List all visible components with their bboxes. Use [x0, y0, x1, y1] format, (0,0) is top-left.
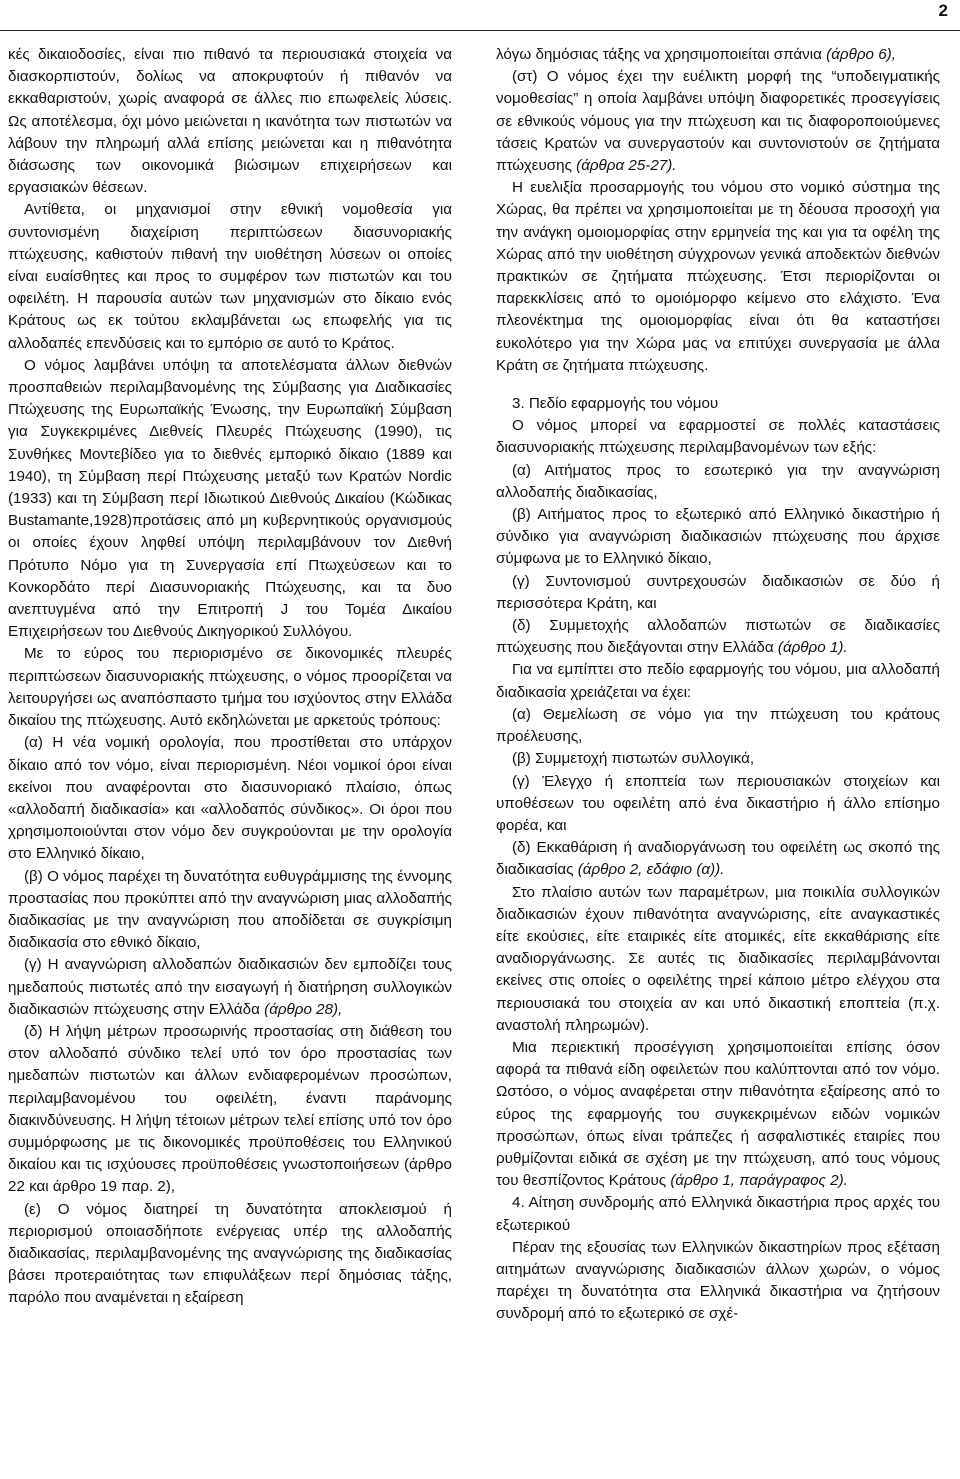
- list-item-text: (στ) Ο νόμος έχει την ευέλικτη μορφή της “υποδειγματικής νομοθεσίας” η οποία λαμβάνει υπόψη διαφορετικές προσεγγίσεις σε εθνικούς νόμους για την πτώχευση και τις διαφοροποιούμενες τάσεις Κρατών να συνεργαστούν και συντονιστούν σε ζητήματα πτώχευσης: [496, 68, 940, 175]
- list-item: (β) Αιτήματος προς το εξωτερικό από Ελληνικό δικαστήριο ή σύνδικο για αναγνώριση διαδικασιών πτώχευσης που άρχισε σύμφωνα με το Ελληνικό δίκαιο,: [496, 506, 940, 568]
- section-spacer: [496, 377, 940, 393]
- paragraph: Με το εύρος του περιορισμένο σε δικονομικές πλευρές περιπτώσεων διασυνοριακής πτώχευσης, ο νόμος προορίζεται να λειτουργήσει ως αναπόσπαστο τμήμα του ισχύοντος στην Ελλάδα δικαίου της πτώχευσης. Αυτό εκδηλώνεται με αρκετούς τρόπους:: [8, 645, 452, 730]
- list-item: (β) Συμμετοχή πιστωτών συλλογικά,: [512, 750, 755, 768]
- header-rule: [0, 30, 960, 31]
- paragraph: Στο πλαίσιο αυτών των παραμέτρων, μια ποικιλία συλλογικών διαδικασιών έχουν πιθανότητα αναγνώρισης, είτε αναγκαστικές είτε εκούσιες, είτε εταιρικές είτε ατομικές, είτε εκκαθάρισης είτε αναδιοργάνωσης. Σε αυτές τις διαδικασίες περιλαμβάνονται εκείνες στις οποίες ο οφειλέτης τηρεί κάποιο μέτρο ελέγχου στα περιουσιακά του στοιχεία αν και υπό δικαστική εποπτεία (π.χ. αναστολή πληρωμών).: [496, 883, 940, 1034]
- list-item-text: (δ) Συμμετοχής αλλοδαπών πιστωτών σε διαδικασίες πτώχευσης που διεξάγονται στην Ελλάδα: [496, 617, 940, 657]
- list-item: (ε) Ο νόμος διατηρεί τη δυνατότητα αποκλεισμού ή περιορισμού οποιασδήποτε ενέργειας υπέρ της αλλοδαπής διαδικασίας, περιλαμβανομένης της αναγνώρισης της διαδικασίας βάσει προτεραιότητας των επιφυλάξεων περί δημόσιας τάξης, παρόλο που αναμένεται η εξαίρεση: [8, 1200, 452, 1307]
- article-reference: (άρθρο 6),: [826, 46, 896, 63]
- paragraph: κές δικαιοδοσίες, είναι πιο πιθανό τα περιουσιακά στοιχεία να διασκορπιστούν, δολίως να αποκρυφτούν ή πιθανόν να εκκαθαριστούν, χωρίς αναφορά σε άλλες πιο επωφελείς λύσεις. Ως αποτέλεσμα, όχι μόνο μειώνεται η ικανότητα των πιστωτών να λάβουν την πληρωμή αλλά επίσης μειώνεται και η πιθανότητα διάσωσης των οικονομικά βιώσιμων επιχειρήσεων και εργασιακών θέσεων.: [8, 46, 452, 197]
- paragraph: Η ευελιξία προσαρμογής του νόμου στο νομικό σύστημα της Χώρας, θα πρέπει να χρησιμοποιείται με τη δέουσα προσοχή για την ανάγκη ομοιομορφίας στην ερμηνεία της και για τα οφέλη της Χώρας από την υιοθέτηση σύγχρονων γενικά αποδεκτών διεθνών πρακτικών σε ζητήματα πτώχευσης. Έτσι περιορίζονται οι παρεκκλίσεις από το ομοιόμορφο κείμενο στο ελάχιστο. Ένα πλεονέκτημα της ομοιομορφίας είναι ότι θα καταστήσει ευκολότερο για την Χώρα μας να επιτύχει συνεργασία με άλλα Κράτη σε ζητήματα πτώχευσης.: [496, 179, 940, 374]
- paragraph-text: Μια περιεκτική προσέγγιση χρησιμοποιείται επίσης όσον αφορά τα πιθανά είδη οφειλετών που καλύπτονται από τον νόμο. Ωστόσο, ο νόμος αναφέρεται στην πιθανότητα εξαίρεσης από το εύρος της εφαρμογής του συγκεκριμένων ειδών νομικών προσώπων, όπως είναι τράπεζες ή ασφαλιστικές εταιρίες που ρυθμίζονται ειδικά σε σχέση με την πτώχευση, από τους νόμους του θεσπίζοντος Κράτους: [496, 1038, 940, 1190]
- paragraph: Ο νόμος μπορεί να εφαρμοστεί σε πολλές καταστάσεις διασυνοριακής πτώχευσης περιλαμβανομένων των εξής:: [496, 417, 940, 457]
- list-item: (α) Η νέα νομική ορολογία, που προστίθεται στο υπάρχον δίκαιο από τον νόμο, είναι περιορισμένη. Νέοι νομικοί όροι είναι εκείνοι που αναφέρονται στο διασυνοριακό πλαίσιο, όπως «αλλοδαπή διαδικασία» και «αλλοδαπός σύνδικος». Οι όροι που χρησιμοποιούνται στον νόμο δεν συγκρούονται με την ορολογία στο Ελληνικό δίκαιο,: [8, 734, 452, 863]
- list-item: [496, 66, 940, 177]
- list-item-text: (δ) Εκκαθάριση ή αναδιοργάνωση του οφειλέτη ως σκοπό της διαδικασίας: [496, 839, 940, 879]
- article-reference: (άρθρο 2, εδάφιο (α)).: [577, 861, 725, 879]
- paragraph: Για να εμπίπτει στο πεδίο εφαρμογής του νόμου, μια αλλοδαπή διαδικασία χρειάζεται να έχει:: [496, 661, 940, 701]
- paragraph: Ο νόμος λαμβάνει υπόψη τα αποτελέσματα άλλων διεθνών προσπαθειών περιλαμβανομένης της Σύμβασης για Διαδικασίες Πτώχευσης της Ευρωπαϊκής Ένωσης, την Ευρωπαϊκή Σύμβαση για Συγκεκριμένες Διεθνείς Πλευρές Πτώχευσης (1990), τις Συνθήκες Μοντεβίδεο για το διεθνές εμπορικό δίκαιο (1889 και 1940), τη Σύμβαση περί Πτώχευσης μεταξύ των Κρατών Nordic (1933) και τη Σύμβαση περί Ιδιωτικού Διεθνούς Δικαίου (Κώδικας Bustamante,1928)προτάσεις από μη κυβερνητικούς οργανισμούς οι οποίες έχουν ληφθεί υπόψη περιλαμβάνουν τον Διεθνή Πρότυπο Νόμο για τη Συνεργασία επί Πτωχεύσεων και το Κονκορδάτο περί Διασυνοριακής Πτώχευσης, και τα δυο ανεπτυγμένα από την Επιτροπή J του Τομέα Δικαίου Επιχειρήσεων του Διεθνούς Δικηγορικού Συλλόγου.: [8, 356, 452, 641]
- article-reference: (άρθρο 28),: [264, 1000, 343, 1018]
- list-item-text: (γ) Η αναγνώριση αλλοδαπών διαδικασιών δεν εμποδίζει τους ημεδαπούς πιστωτές από την εισαγωγή ή διατήρηση συλλογικών διαδικασιών πτώχευσης στην Ελλάδα: [8, 956, 452, 1018]
- paragraph-text: λόγω δημόσιας τάξης να χρησιμοποιείται σπάνια: [496, 46, 822, 63]
- list-item: [8, 954, 452, 1021]
- paragraph: Αντίθετα, οι μηχανισμοί στην εθνική νομοθεσία για συντονισμένη διαχείριση περιπτώσεων διασυνοριακής πτώχευσης, καθιστούν πιθανή την υιοθέτηση λύσεων οι οποίες είναι ευαίσθητες και προς το συμφέρον των πιστωτών και του οφειλέτη. Η παρουσία αυτών των μηχανισμών στο δίκαιο ενός Κράτους ως εκ τούτου εκλαμβάνεται ως επωφελής για τις αλλοδαπές επενδύσεις και το εμπόριο σε αυτό το Κράτος.: [8, 201, 452, 352]
- section-heading: 3. Πεδίο εφαρμογής του νόμου: [512, 395, 719, 413]
- article-reference: (άρθρο 1, παράγραφος 2).: [670, 1172, 848, 1190]
- list-item: (δ) Η λήψη μέτρων προσωρινής προστασίας στη διάθεση του στον αλλοδαπό σύνδικο τελεί υπό τον όρο προστασίας των ημεδαπών πιστωτών και άλλων ενδιαφερομένων προσώπων, περιλαμβανομένου του οφειλέτη, έναντι παράνομης διακινδύνευσης. Η λήψη τέτοιων μέτρων τελεί επίσης υπό τον όρο συμμόρφωσης με τις δικονομικές προϋποθέσεις του Ελληνικού δικαίου και τις ισχύουσες προϋποθέσεις γνωστοποιήσεων (άρθρο 22 και άρθρο 19 παρ. 2),: [8, 1022, 452, 1196]
- article-reference: (άρθρα 25-27).: [576, 157, 677, 175]
- list-item: (α) Αιτήματος προς το εσωτερικό για την αναγνώριση αλλοδαπής διαδικασίας,: [496, 461, 940, 501]
- list-item: (γ) Έλεγχο ή εποπτεία των περιουσιακών στοιχείων και υποθέσεων του οφειλέτη από ένα δικαστήριο ή άλλο επίσημο φορέα, και: [496, 772, 940, 834]
- paragraph: Πέραν της εξουσίας των Ελληνικών δικαστηρίων προς εξέταση αιτημάτων αναγνώρισης διαδικασιών άλλων χωρών, ο νόμος παρέχει τη δυνατότητα στα Ελληνικά δικαστήρια να ζητήσουν συνδρομή από το εξωτερικό σε σχέ-: [496, 1238, 940, 1323]
- page-number: 2: [938, 1, 948, 20]
- list-item: (α) Θεμελίωση σε νόμο για την πτώχευση του κράτους προέλευσης,: [496, 705, 940, 746]
- list-item: [496, 615, 940, 659]
- list-item: (β) Ο νόμος παρέχει τη δυνατότητα ευθυγράμμισης της έννομης προστασίας που προκύπτει από την αναγνώριση μιας αλλοδαπής διαδικασίας με την αναγνώριση που αποδίδεται σε συγκρίσιμη διαδικασία στο εθνικό δίκαιο,: [8, 867, 452, 952]
- list-item: [496, 837, 940, 881]
- list-item: (γ) Συντονισμού συντρεχουσών διαδικασιών σε δύο ή περισσότερα Κράτη, και: [496, 572, 940, 612]
- article-reference: (άρθρο 1).: [777, 639, 848, 657]
- right-column: [496, 44, 940, 1326]
- section-heading: 4. Αίτηση συνδρομής από Ελληνικά δικαστήρια προς αρχές του εξωτερικού: [496, 1194, 940, 1234]
- paragraph: [496, 1037, 940, 1192]
- paragraph: [496, 44, 940, 66]
- left-column: [8, 44, 452, 1310]
